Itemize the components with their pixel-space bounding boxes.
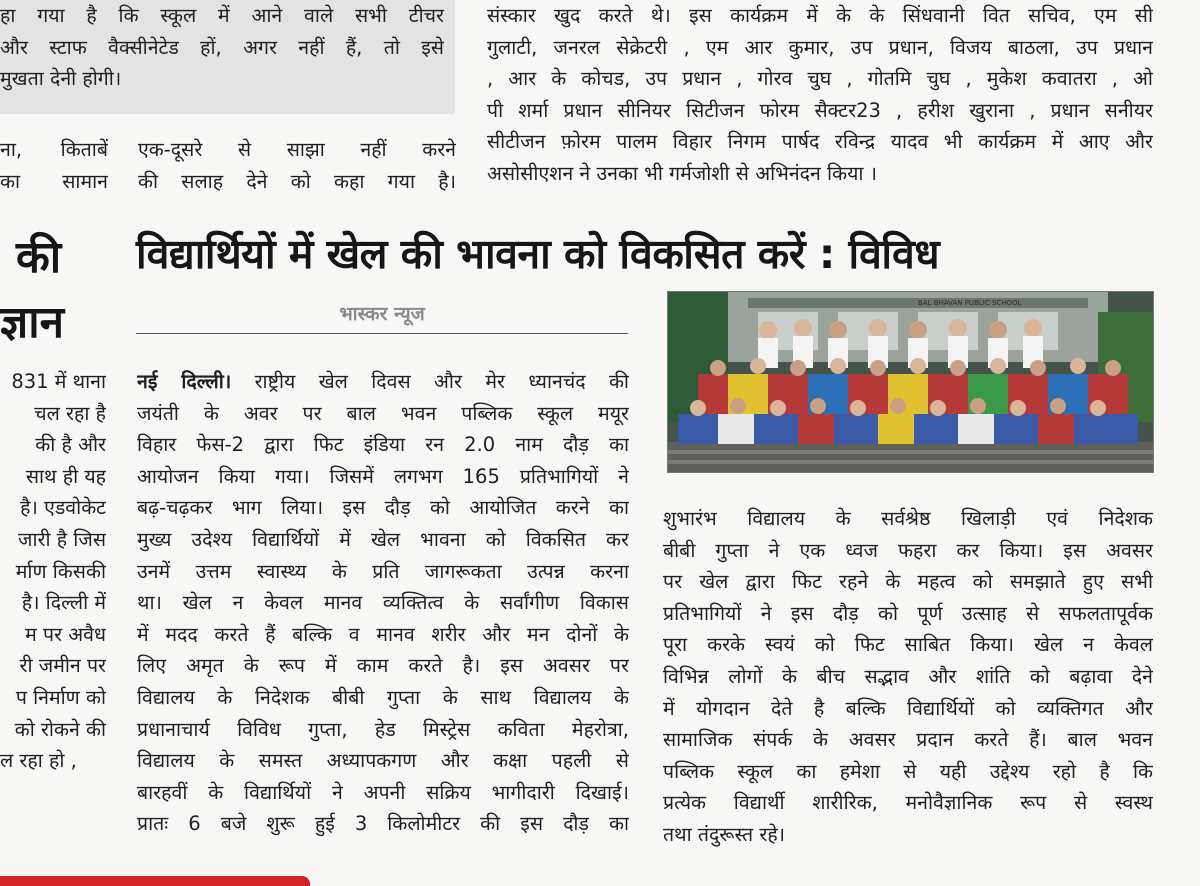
col2-line: में योगदान देते है बल्कि विद्यार्थियों को व्यक्तिगत और xyxy=(663,696,1153,720)
top-left-col-a xyxy=(0,134,108,197)
left-story-line: चल रहा है xyxy=(34,401,106,425)
left-story-headline-line-2: ज्ञान xyxy=(0,297,65,348)
left-story-line: को रोकने की xyxy=(14,717,106,741)
col1-line: आयोजन किया गया। जिसमें लगभग 165 प्रतिभागियों ने xyxy=(137,464,629,488)
main-story-headline: विद्यार्थियों में खेल की भावना को विकसित करें : विविध xyxy=(136,230,940,278)
top-right-line: पी शर्मा प्रधान सीनियर सिटीजन फोरम सैक्टर23 , हरीश खुराना , प्रधान सनीयर xyxy=(487,98,1153,122)
col1-line: विद्यालय के समस्त अध्यापकगण और कक्षा पहली से xyxy=(137,749,629,773)
left-story-line: री जमीन पर xyxy=(19,654,106,678)
col2-line: प्रत्येक विद्यार्थी शारीरिक, मनोवैज्ञानिक रूप से स्वस्थ xyxy=(663,791,1153,815)
top-left-line: और स्टाफ वैक्सीनेटेड हों, अगर नहीं हैं, तो इसे xyxy=(0,35,444,59)
top-left-line: हा गया है कि स्कूल में आने वाले सभी टीचर xyxy=(0,4,444,27)
left-story-line: प निर्माण को xyxy=(15,685,106,709)
group-photo-illustration xyxy=(668,292,1153,472)
left-story-line: की है और xyxy=(35,433,106,457)
left-story-line: जारी है जिस xyxy=(18,527,106,551)
top-left-line: मुखता देनी होगी। xyxy=(0,67,122,91)
col-b-line: की सलाह देने को कहा गया है। xyxy=(138,169,456,193)
dateline: नई दिल्ली। xyxy=(137,370,232,393)
col1-line: प्रधानाचार्य विविध गुप्ता, हेड मिस्ट्रेस कविता मेहरोत्रा, xyxy=(137,717,629,741)
left-story-line: है। एडवोकेट xyxy=(20,496,106,520)
col2-line: पर खेल द्वारा फिट रहने के महत्व को समझाते हुए सभी xyxy=(663,570,1153,594)
main-story-col-2 xyxy=(663,503,1153,851)
col2-line: तथा तंदुरूस्त रहे। xyxy=(663,822,786,846)
col2-line: शुभारंभ विद्यालय के सर्वश्रेष्ठ खिलाड़ी एवं निदेशक xyxy=(663,507,1153,530)
col1-first-line xyxy=(137,366,629,398)
col1-line: में मदद करते हैं बल्कि व मानव शरीर और मन दोनों के xyxy=(137,622,629,646)
top-left-col-b xyxy=(138,134,456,197)
left-story-headline-line-1: की xyxy=(16,232,62,283)
col1-line: विद्यालय के निदेशक बीबी गुप्ता के साथ विद्यालय के xyxy=(137,685,629,709)
top-right-line: संस्कार खुद करते थे। इस कार्यक्रम में के के सिंधवानी वित सचिव, एम सी xyxy=(487,4,1153,27)
top-right-line: सीटीजन फ़ोरम पालम विहार निगम पार्षद रविन्द्र यादव भी कार्यक्रम में आए और xyxy=(487,130,1153,154)
col2-line: बीबी गुप्ता ने एक ध्वज फहरा कर किया। इस अवसर xyxy=(663,538,1153,562)
col1-line: बारहवीं के विद्यार्थियों ने अपनी सक्रिय भागीदारी दिखाई। xyxy=(137,780,629,804)
col2-line: विभिन्न लोगों के बीच सद्भाव और शांति को बढ़ावा देने xyxy=(663,664,1153,688)
col1-line: जयंती के अवर पर बाल भवन पब्लिक स्कूल मयूर xyxy=(137,401,629,425)
left-story-line: र्माण किसकी xyxy=(15,559,106,583)
left-story-line: ल रहा हो , xyxy=(0,749,77,773)
top-right-line: असोसीएशन ने उनका भी गर्मजोशी से अभिनंदन किया । xyxy=(487,161,878,185)
photo-school-sign: BAL BHAVAN PUBLIC SCHOOL xyxy=(918,299,1022,307)
top-right-line: , आर के कोचड, उप प्रधान , गोरव चुघ , गोतमि चुघ , मुकेश कवातरा , ओ xyxy=(487,67,1153,91)
bottom-red-bar xyxy=(0,876,310,886)
col1-line: बढ़-चढ़कर भाग लिया। इस दौड़ को आयोजित करने का xyxy=(137,496,629,520)
col2-line: पूरा करके स्वयं को फिट साबित किया। खेल न केवल xyxy=(663,633,1153,657)
col1-line: प्रातः 6 बजे शुरू हुई 3 किलोमीटर की इस दौड़ का xyxy=(137,812,629,836)
col1-first-rest: राष्ट्रीय खेल दिवस और मेर ध्यानचंद की xyxy=(231,370,629,393)
main-story-col-1 xyxy=(137,366,629,840)
col1-line: मुख्य उदेश्य विद्यार्थियों में खेल भावना को विकसित कर xyxy=(137,527,629,551)
top-right-block xyxy=(487,0,1153,190)
col2-line: पब्लिक स्कूल का हमेशा से यही उद्देश्य रहो है कि xyxy=(663,759,1153,783)
col1-line: लिए अमृत के रूप में काम करते है। इस अवसर पर xyxy=(137,654,629,678)
left-story-line: है। दिल्ली में xyxy=(21,591,106,615)
col1-line: विहार फेस-2 द्वारा फिट इंडिया रन 2.0 नाम दौड़ का xyxy=(137,433,629,457)
col-b-line: एक-दूसरे से साझा नहीं करने xyxy=(138,138,456,161)
col1-line: था। खेल न केवल मानव व्यक्तित्व के सर्वांगीण विकास xyxy=(137,591,629,615)
left-story-line: 831 में थाना xyxy=(11,370,106,393)
col2-line: प्रतिभागियों ने इस दौड़ को पूर्ण उत्साह से सफलतापूर्वक xyxy=(663,601,1153,625)
top-right-line: गुलाटी, जनरल सेक्रेटरी , एम आर कुमार, उप प्रधान, विजय बाठला, उप प्रधान xyxy=(487,35,1153,59)
top-left-block xyxy=(0,0,444,95)
col1-line: उनमें उत्तम स्वास्थ्य के प्रति जागरूकता उत्पन्न करना xyxy=(137,559,629,583)
left-story-body xyxy=(0,366,106,777)
group-photo xyxy=(667,291,1154,473)
col-a-line: का सामान xyxy=(0,169,108,193)
left-story-line: साथ ही यह xyxy=(25,464,106,488)
main-story-byline: भास्कर न्यूज xyxy=(136,297,628,334)
col2-line: सामाजिक संपर्क के अवसर प्रदान करते हैं। बाल भवन xyxy=(663,728,1153,752)
left-story-line: म पर अवैध xyxy=(25,622,106,646)
col-a-line: ना, किताबें xyxy=(0,138,108,161)
